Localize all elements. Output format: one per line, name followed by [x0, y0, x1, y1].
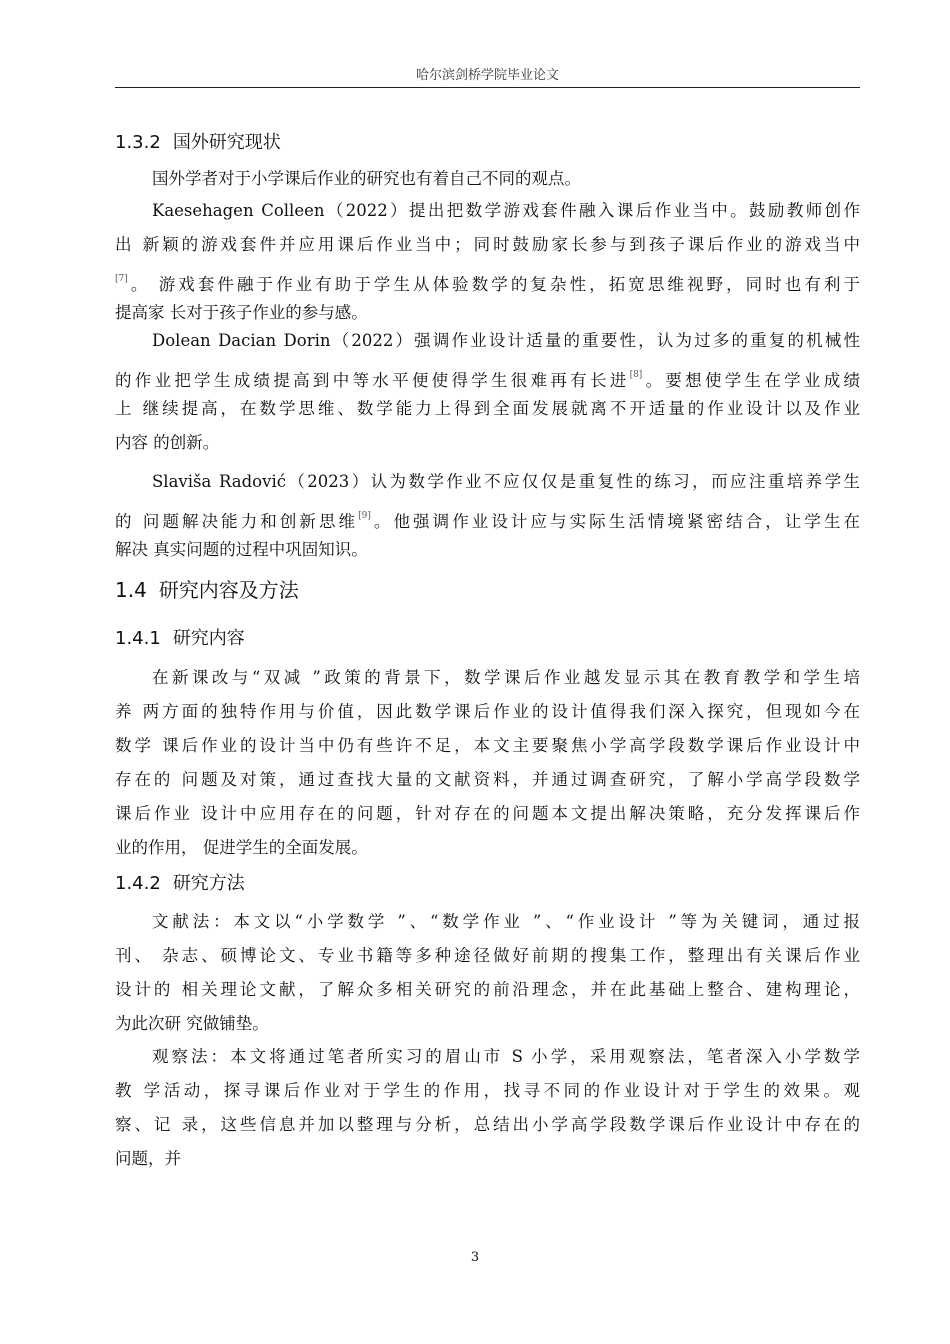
text-line: 文献法：本文以“小学数学 ”、“数学作业 ”、“作业设计 ”等为关键词，通过报 [152, 912, 860, 931]
paragraph-observation-method [115, 1040, 860, 1176]
text-line [115, 358, 860, 392]
text-line: 内容 的创新。 [115, 433, 220, 452]
text-line: 数学 课后作业的设计当中仍有些许不足，本文主要聚焦小学高学段数学课后作业设计中 [115, 736, 860, 755]
section-number: 1.4.1 [115, 628, 161, 649]
text-line: 上 继续提高，在数学思维、数学能力上得到全面发展就离不开适量的作业设计以及作业 [115, 399, 860, 418]
text-line [115, 262, 860, 296]
page-number: 3 [470, 1250, 480, 1265]
page-header: 哈尔滨剑桥学院毕业论文 [415, 68, 559, 83]
text-line: 察、记 录，这些信息并加以整理与分析，总结出小学高学段数学课后作业设计中存在的 [115, 1115, 860, 1134]
text-segment: 。要想使学生在学业成绩 [642, 371, 861, 390]
paragraph-intro [115, 162, 860, 196]
text-line: Kaesehagen Colleen（2022）提出把数学游戏套件融入课后作业当中。鼓励教师创作 [152, 201, 860, 220]
paragraph-kaesehagen [115, 194, 860, 330]
section-title: 国外研究现状 [172, 132, 281, 153]
section-title: 研究方法 [172, 873, 245, 894]
text-line: 观察法：本文将通过笔者所实习的眉山市 S 小学，采用观察法，笔者深入小学数学 [152, 1047, 860, 1066]
text-line: 设计的 相关理论文献，了解众多相关研究的前沿理念，并在此基础上整合、建构理论， [115, 980, 860, 999]
heading-1-4 [115, 574, 299, 603]
text-line: 在新课改与“双减 ”政策的背景下，数学课后作业越发显示其在教育教学和学生培 [152, 668, 860, 687]
paragraph-radovic [115, 465, 860, 567]
header-rule [115, 87, 860, 88]
text-line: 出 新颖的游戏套件并应用课后作业当中；同时鼓励家长参与到孩子课后作业的游戏当中 [115, 235, 860, 254]
text-line: 养 两方面的独特作用与价值，因此数学课后作业的设计值得我们深入探究，但现如今在 [115, 702, 860, 721]
citation-8: [8] [629, 370, 643, 380]
citation-9: [9] [358, 511, 371, 521]
heading-1-4-2 [115, 869, 245, 895]
section-number: 1.4 [115, 578, 147, 602]
section-title: 研究内容 [172, 628, 245, 649]
heading-1-4-1 [115, 624, 245, 650]
paragraph-literature-method [115, 905, 860, 1041]
text-line: Slaviša Radović（2023）认为数学作业不应仅仅是重复性的练习，而应注重培养学生 [152, 472, 860, 491]
section-number: 1.4.2 [115, 873, 161, 894]
heading-1-3-2 [115, 128, 281, 154]
text-line: 提高家 长对于孩子作业的参与感。 [115, 303, 368, 322]
text-line [115, 499, 860, 533]
text-line: 课后作业 设计中应用存在的问题，针对存在的问题本文提出解决策略，充分发挥课后作 [115, 804, 860, 823]
text-line: 解决 真实问题的过程中巩固知识。 [115, 540, 368, 559]
text-line: 业的作用， 促进学生的全面发展。 [115, 838, 368, 857]
text-segment: 。 游戏套件融于作业有助于学生从体验数学的复杂性，拓宽思维视野，同时也有利于 [127, 275, 860, 294]
citation-7: [7] [115, 274, 128, 284]
text-line: 问题，并 [115, 1149, 181, 1168]
paragraph-dolean [115, 324, 860, 460]
text-line: 存在的 问题及对策，通过查找大量的文献资料，并通过调查研究，了解小学高学段数学 [115, 770, 860, 789]
text-line: 国外学者对于小学课后作业的研究也有着自己不同的观点。 [152, 169, 581, 188]
text-line: 为此次研 究做铺垫。 [115, 1014, 269, 1033]
section-number: 1.3.2 [115, 132, 161, 153]
text-line: 教 学活动，探寻课后作业对于学生的作用，找寻不同的作业设计对于学生的效果。观 [115, 1081, 860, 1100]
text-segment: 。他强调作业设计应与实际生活情境紧密结合，让学生在 [370, 512, 861, 531]
text-line: 刊、 杂志、硕博论文、专业书籍等多种途径做好前期的搜集工作，整理出有关课后作业 [115, 946, 860, 965]
text-line: Dolean Dacian Dorin（2022）强调作业设计适量的重要性，认为过多的重复的机械性 [152, 331, 860, 350]
paragraph-research-content [115, 661, 860, 865]
section-title: 研究内容及方法 [158, 578, 299, 602]
text-segment: 的 问题解决能力和创新思维 [115, 512, 359, 531]
text-segment: 的作业把学生成绩提高到中等水平便使得学生很难再有长进 [115, 371, 630, 390]
